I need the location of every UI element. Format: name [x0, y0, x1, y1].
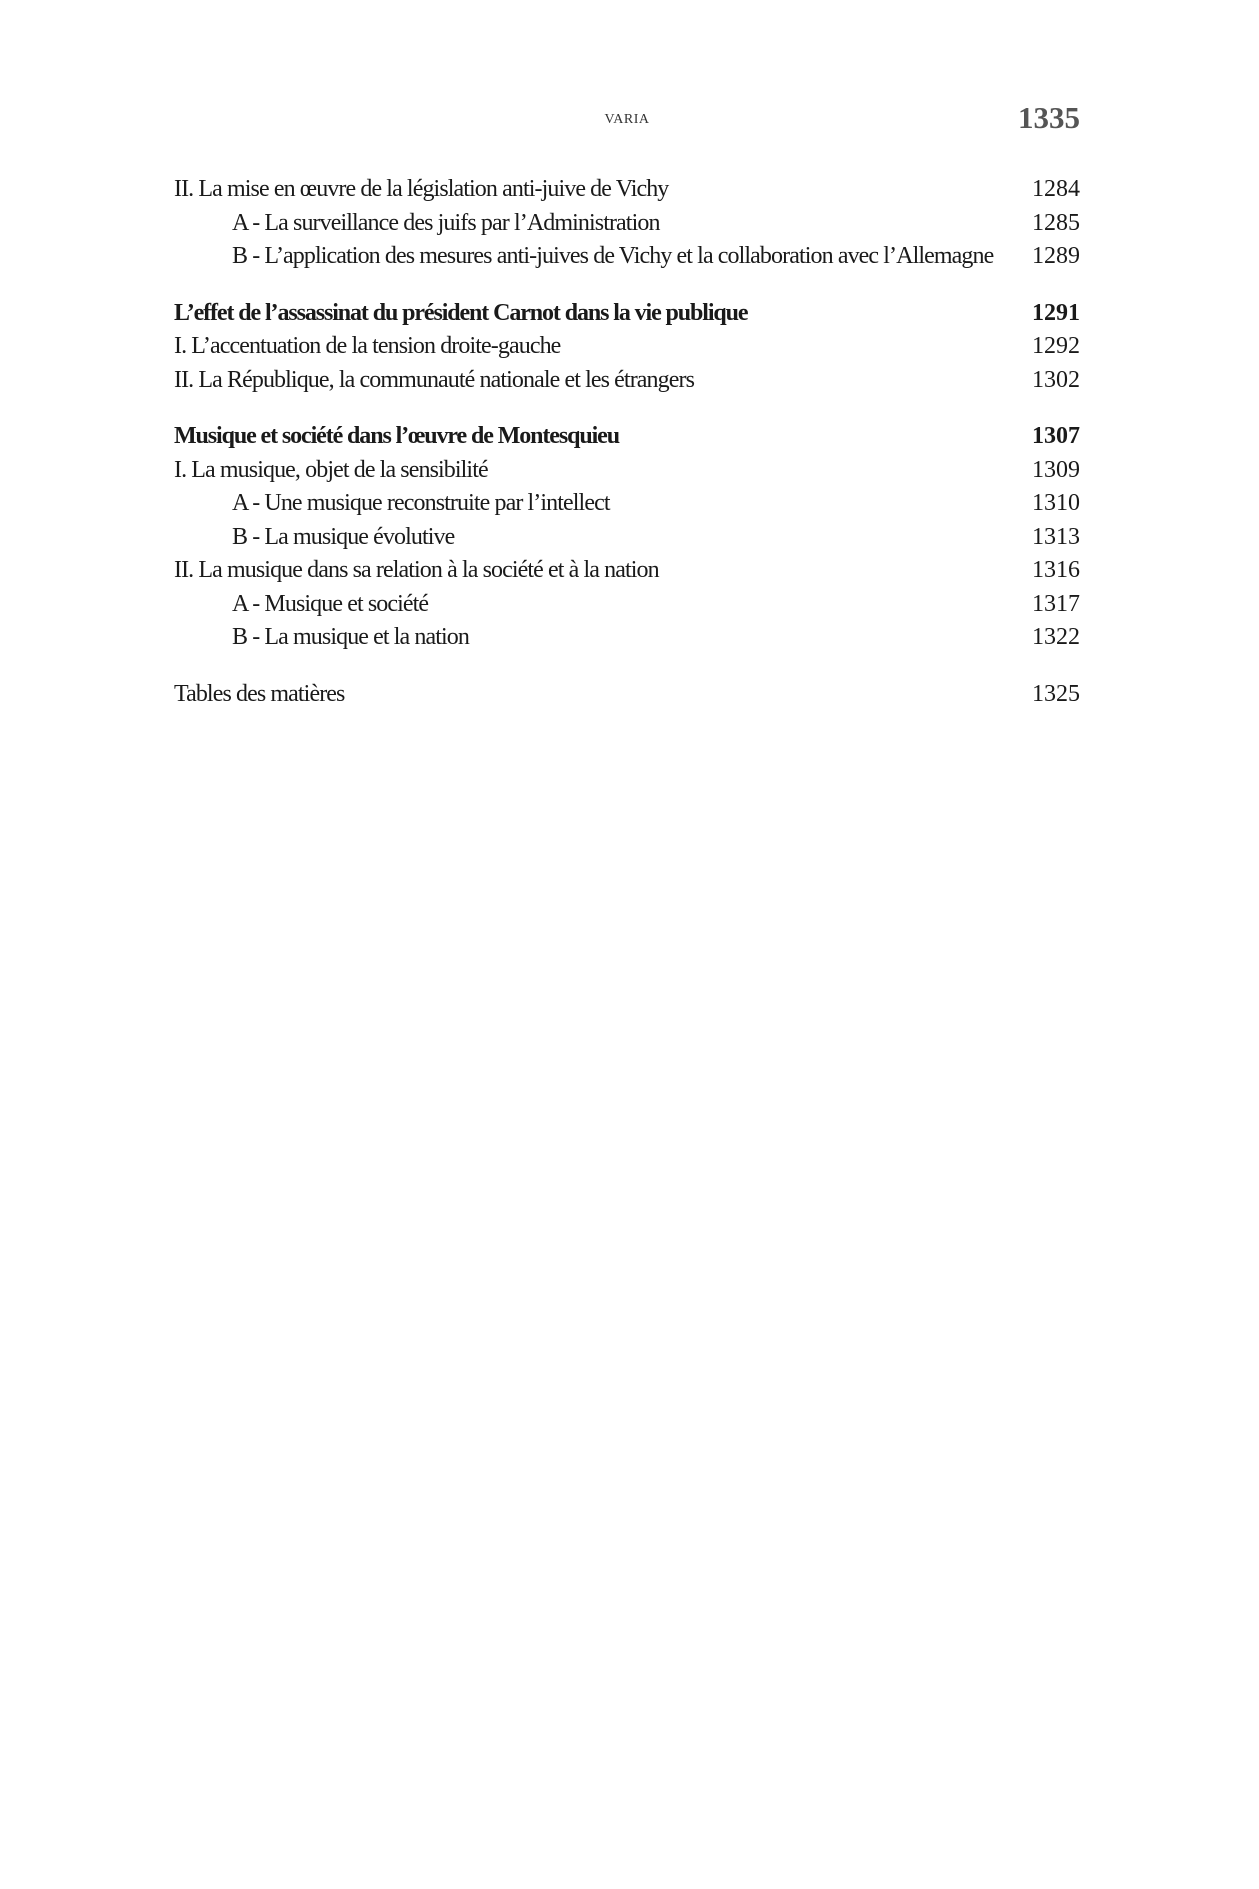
toc-entry [174, 210, 1080, 244]
toc-entry-label: B - La musique évolutive [232, 523, 455, 550]
toc-entry-page: 1307 [1032, 423, 1080, 449]
toc-entry [174, 367, 1080, 401]
toc-entry [174, 243, 1080, 277]
toc-entry-page: 1284 [1032, 176, 1080, 202]
toc-entry-page: 1316 [1032, 557, 1080, 583]
toc-entry [174, 457, 1080, 491]
toc-entry-page: 1292 [1032, 333, 1080, 359]
toc-entry-label: Tables des matières [174, 680, 345, 707]
toc-entry-label: B - La musique et la nation [232, 624, 469, 650]
toc-entry-page: 1310 [1032, 490, 1080, 516]
toc-entry-label: A - Musique et société [232, 590, 429, 617]
toc-entry [174, 591, 1080, 625]
toc-entry [174, 333, 1080, 367]
toc-entry [174, 490, 1080, 524]
running-header [174, 100, 1080, 144]
toc-section-heading [174, 423, 1080, 457]
toc-entry [174, 624, 1080, 658]
toc-entry-label: L’effet de l’assassinat du président Carnot dans la vie publique [174, 299, 748, 326]
toc-entry [174, 557, 1080, 591]
toc-entry-label: A - Une musique reconstruite par l’intellect [232, 490, 610, 516]
toc-entry-page: 1289 [1032, 243, 1080, 269]
table-of-contents [174, 176, 1080, 714]
toc-entry-page: 1302 [1032, 366, 1080, 393]
toc-entry-label: I. La musique, objet de la sensibilité [174, 456, 488, 483]
toc-entry-page: 1309 [1032, 456, 1080, 483]
toc-entry-label: II. La musique dans sa relation à la société et à la nation [174, 557, 659, 583]
toc-entry-label: B - L’application des mesures anti-juives de Vichy et la collaboration avec l’Allemagne [232, 243, 994, 269]
toc-entry-page: 1317 [1032, 590, 1080, 617]
toc-entry [174, 524, 1080, 558]
toc-entry-page: 1285 [1032, 209, 1080, 236]
toc-section-heading [174, 300, 1080, 334]
toc-entry-page: 1291 [1032, 299, 1080, 326]
toc-entry [174, 681, 1080, 715]
toc-entry [174, 176, 1080, 210]
toc-entry-label: II. La République, la communauté nationale et les étrangers [174, 366, 695, 393]
toc-entry-label: I. L’accentuation de la tension droite-gauche [174, 333, 561, 359]
running-title: VARIA [604, 112, 650, 127]
toc-entry-page: 1325 [1032, 680, 1080, 707]
page-number: 1335 [1018, 100, 1080, 135]
toc-entry-label: II. La mise en œuvre de la législation anti-juive de Vichy [174, 176, 669, 202]
toc-entry-page: 1313 [1032, 523, 1080, 550]
toc-entry-label: Musique et société dans l’œuvre de Montesquieu [174, 423, 619, 449]
toc-entry-page: 1322 [1032, 624, 1080, 650]
toc-entry-label: A - La surveillance des juifs par l’Administration [232, 209, 660, 236]
